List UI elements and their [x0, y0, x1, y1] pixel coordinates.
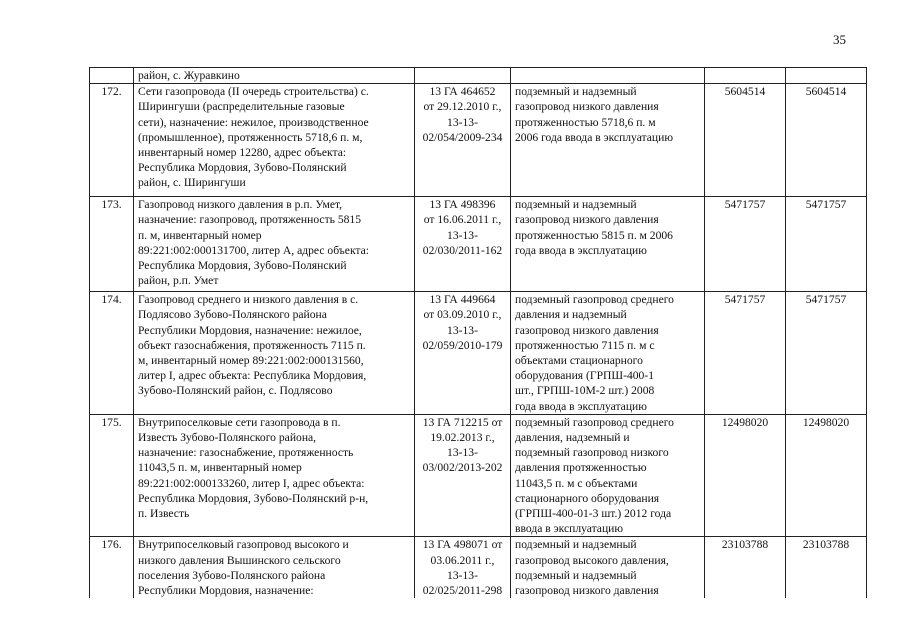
description-line: подземный и надземный [515, 85, 637, 99]
object-name-line: район, р.п. Умет [138, 274, 219, 288]
description-line: оборудования (ГРПШ-400-1 [515, 369, 654, 383]
object-name-line: Внутрипоселковый газопровод высокого и [138, 538, 349, 552]
object-name-line: сети), назначение: нежилое, производственное [138, 115, 369, 129]
residual-value: 5604514 [805, 85, 847, 99]
book-value: 12498020 [721, 415, 769, 429]
book-value: 23103788 [721, 538, 769, 552]
description-cell [511, 414, 705, 537]
object-name-line: 89:221:002:000133260, литер I, адрес объекта: [138, 476, 365, 490]
page-number: 35 [833, 32, 846, 47]
object-name-line: п. Известь [138, 507, 190, 521]
description-cell [511, 84, 705, 197]
description-line: подземный и надземный [515, 538, 637, 552]
description-line: (ГРПШ-400-01-3 шт.) 2012 года [515, 507, 672, 521]
residual-value: 5471757 [805, 293, 847, 307]
description-line: протяженностью 5815 п. м 2006 [515, 228, 673, 242]
row-number-cell [90, 414, 134, 537]
description-line: года ввода в эксплуатацию [515, 399, 647, 413]
object-name-line: Сети газопровода (II очередь строительства) с. [138, 85, 369, 99]
object-name-line: м, инвентарный номер 89:221:002:000131560, [138, 354, 364, 368]
registration-line: 19.02.2013 г., [430, 431, 495, 445]
registration-line: 13-13- [447, 323, 478, 337]
object-name-line: назначение: газоснабжение, протяженность [138, 446, 354, 460]
registration-line: 13 ГА 498396 [429, 198, 496, 212]
table-row [90, 84, 867, 197]
row-number-cell [90, 197, 134, 292]
object-name-line: (промышленное), протяженность 5718,6 п. м, [138, 130, 363, 144]
row-number: 174. [101, 293, 122, 307]
registration-line: 02/030/2011-162 [422, 243, 503, 257]
row-number: 176. [101, 538, 122, 552]
row-number-cell [90, 84, 134, 197]
description-line: протяженностью 5718,6 п. м [515, 115, 656, 129]
registration-cell [415, 197, 511, 292]
description-line: объектами стационарного [515, 354, 643, 368]
object-name-line: поселения Зубово-Полянского района [138, 568, 326, 582]
book-value: 5471757 [724, 198, 766, 212]
value-cell [786, 414, 867, 537]
residual-value: 12498020 [802, 415, 850, 429]
registration-line: 03.06.2011 г., [430, 553, 495, 567]
book-value: 5604514 [724, 85, 766, 99]
registration-line: 13-13- [447, 568, 478, 582]
registration-line: от 16.06.2011 г., [423, 213, 502, 227]
object-name-line: Газопровод низкого давления в р.п. Умет, [138, 198, 343, 212]
value-cell [705, 292, 786, 415]
object-name-line: Республики Мордовия, назначение: [138, 584, 314, 598]
row-number-cell [90, 292, 134, 415]
registration-line: 03/002/2013-202 [422, 461, 503, 475]
object-name-line: Подлясово Зубово-Полянского района [138, 308, 327, 322]
registration-line: 13-13- [447, 446, 478, 460]
description-line: подземный газопровод среднего [515, 293, 674, 307]
registration-line: 13 ГА 449664 [429, 293, 496, 307]
value-cell [705, 68, 786, 84]
value-cell [786, 84, 867, 197]
description-line: 2006 года ввода в эксплуатацию [515, 130, 673, 144]
description-line: стационарного оборудования [515, 491, 660, 505]
registration-line: 02/025/2011-298 [422, 584, 503, 598]
object-name-line: Известь Зубово-Полянского района, [138, 431, 317, 445]
object-name-line: Газопровод среднего и низкого давления в с. [138, 293, 359, 307]
description-cell [511, 197, 705, 292]
description-line: газопровод низкого давления [515, 213, 659, 227]
object-name-line: район, с. Ширингуши [138, 176, 246, 190]
description-line: газопровод низкого давления [515, 323, 659, 337]
object-name-line: Ширингуши (распределительные газовые [138, 100, 345, 114]
object-name-line: Республика Мордовия, Зубово-Полянский [138, 259, 347, 273]
object-name-line: Республики Мордовия, назначение: нежилое, [138, 323, 362, 337]
object-name-line: литер I, адрес объекта: Республика Мордовия, [138, 369, 367, 383]
object-name-cell [134, 292, 415, 415]
value-cell [786, 68, 867, 84]
object-name-line: Республика Мордовия, Зубово-Полянский [138, 161, 347, 175]
object-name-cell [134, 84, 415, 197]
object-name-line: 11043,5 п. м, инвентарный номер [138, 461, 302, 475]
table-row [90, 292, 867, 415]
description-cell [511, 68, 705, 84]
row-number: 173. [101, 198, 122, 212]
book-value: 5471757 [724, 293, 766, 307]
object-name-line: п. м, инвентарный номер [138, 228, 262, 242]
page-bottom-margin [0, 598, 905, 640]
registration-line: от 03.09.2010 г., [423, 308, 502, 322]
registration-line: 02/054/2009-234 [422, 130, 503, 144]
registration-line: 13-13- [447, 115, 478, 129]
object-name-line: объект газоснабжения, протяженность 7115 п. [138, 338, 366, 352]
object-name-line: Зубово-Полянский район, с. Подлясово [138, 384, 333, 398]
value-cell [705, 414, 786, 537]
object-name-line: Республика Мордовия, Зубово-Полянский р-н, [138, 491, 369, 505]
registration-cell [415, 84, 511, 197]
registry-body [90, 68, 867, 618]
object-name-cell [134, 197, 415, 292]
description-line: ввода в эксплуатацию [515, 522, 624, 536]
object-name-line: инвентарный номер 12280, адрес объекта: [138, 146, 347, 160]
row-number: 172. [101, 85, 122, 99]
registration-line: 02/059/2010-179 [422, 338, 503, 352]
description-line: года ввода в эксплуатацию [515, 243, 647, 257]
description-line: подземный газопровод среднего [515, 415, 674, 429]
description-line: протяженностью 7115 п. м с [515, 338, 655, 352]
object-name-line: 89:221:002:000131700, литер А, адрес объекта: [138, 243, 369, 257]
object-name-line: низкого давления Вышинского сельского [138, 553, 341, 567]
description-line: давления протяженностью [515, 461, 647, 475]
object-name-cell [134, 68, 415, 84]
property-registry-table [89, 67, 867, 618]
registration-line: от 29.12.2010 г., [423, 100, 502, 114]
value-cell [786, 197, 867, 292]
registration-line: 13 ГА 498071 от [422, 538, 503, 552]
value-cell [705, 84, 786, 197]
description-line: газопровод высокого давления, [515, 553, 669, 567]
registration-cell [415, 292, 511, 415]
description-line: подземный и надземный [515, 198, 637, 212]
description-line: подземный и надземный [515, 568, 637, 582]
continuation-row [90, 68, 867, 84]
registration-line: 13-13- [447, 228, 478, 242]
description-line: шт., ГРПШ-10М-2 шт.) 2008 [515, 384, 655, 398]
registration-line: 13 ГА 464652 [429, 85, 496, 99]
table-row [90, 197, 867, 292]
registration-line: 13 ГА 712215 от [422, 415, 503, 429]
continuation-text: район, с. Журавкино [138, 69, 240, 82]
value-cell [705, 197, 786, 292]
object-name-line: Внутрипоселковые сети газопровода в п. [138, 415, 341, 429]
object-name-cell [134, 414, 415, 537]
table-row [90, 414, 867, 537]
residual-value: 23103788 [802, 538, 850, 552]
description-line: газопровод низкого давления [515, 584, 659, 598]
description-line: подземный газопровод низкого [515, 446, 669, 460]
object-name-line: назначение: газопровод, протяженность 5815 [138, 213, 362, 227]
registration-cell [415, 68, 511, 84]
registration-cell [415, 414, 511, 537]
description-line: давления и надземный [515, 308, 627, 322]
row-number-cell [90, 68, 134, 84]
description-line: 11043,5 п. м с объектами [515, 476, 638, 490]
description-line: газопровод низкого давления [515, 100, 659, 114]
row-number: 175. [101, 415, 122, 429]
residual-value: 5471757 [805, 198, 847, 212]
value-cell [786, 292, 867, 415]
description-line: давления, надземный и [515, 431, 630, 445]
description-cell [511, 292, 705, 415]
